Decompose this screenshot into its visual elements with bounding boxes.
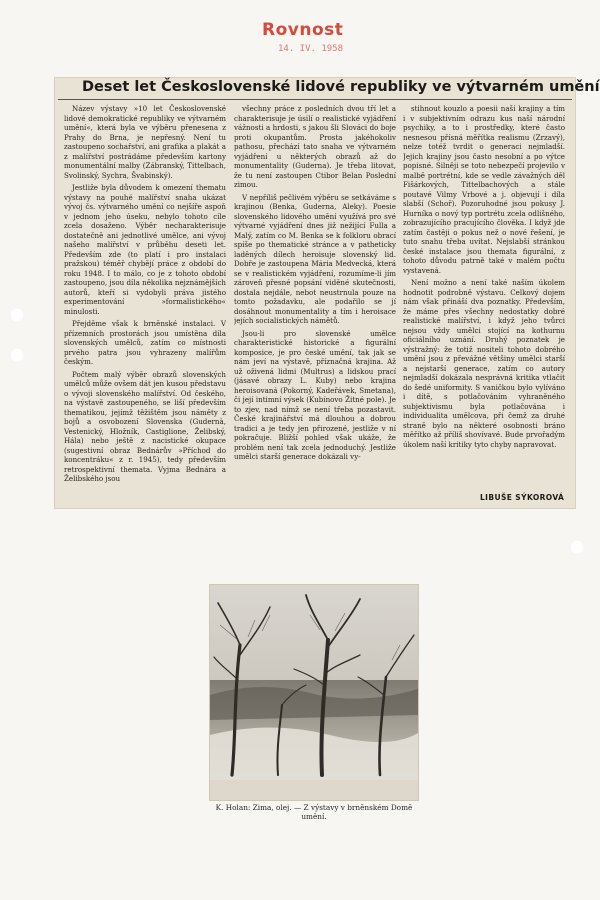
paragraph: Není možno a není také naším úkolem hodnotit podrobně výstavu. Celkový dojem nám však přináší dva poznatky. Především, že máme přes všechny nedostatky dobré realistické malířství, i když jeho tvůrci nejsou vždy umělci stojící na kothurnu oficiálního uznání. Druhý poznatek je výstražný: že totiž nositeli tohoto dobrého umění jsou z převážné většiny umělci starší a nejstarší generace, zatím co autory nejmladší dokázala nesprávná kritika vtlačit do šedé uniformity. S vaničkou bylo vylíváno i dítě, s potlačováním vyhraněného subjektivismu byla potlačována i individualita umělcova, při čemž za druhé straně bylo na některé osobnosti bráno měřítko až příliš shovívavé. Bude prvořadým úkolem naší kritiky tyto chyby napravovat. (403, 278, 565, 449)
paragraph: stihnout kouzlo a poesii naší krajiny a tím i v subjektivním odrazu kus naší národní psychiky, a to i prostředky, které často nesnesou přísná měřítka realismu (Zrzavý), nelze totéž tvrdit o generaci nejmladší. Jejich krajiny jsou často nesobní a po výtce popisné. Silněji se toto nebezpečí projevilo v malbě portrétní, kde se vedle závažných děl Fišárkových, Tittelbachových a stále poutavé Vilmy Vrbové a j. objevují i díla slabší (Schoř). Pozoruhodné jsou pokusy J. Hurníka o nový typ portrétu zcela odlišného, zobrazujícího pracujícího člověka. I když jde zatím častěji o pokus než o nové řešení, je tuto snahu třeba uvítat. Nejslabší stránkou české instalace jsou themata figurální, z tohoto důvodu patrně také v malém počtu vystavená. (403, 104, 565, 275)
article-column-1 (64, 104, 226, 504)
paragraph: Přejděme však k brněnské instalaci. V přízemních prostorách jsou umístěna díla slovenských umělců, zatím co místnosti prvého patra jsou vyhrazeny malířům českým. (64, 319, 226, 366)
punch-hole (10, 348, 24, 362)
headline-rule (58, 99, 572, 100)
author-byline: LIBUŠE SÝKOROVÁ (480, 493, 565, 502)
paragraph: Jestliže byla důvodem k omezení thematu výstavy na pouhé malířství snaha ukázat vývoj čs. výtvarného umění co nejšíře aspoň v jednom jeho úseku, nebylo tohoto cíle zcela dosaženo. Výběr necharakterisuje dostatečně ani jednotlivé umělce, ani vývoj našeho malířství v průběhu deseti let. Především zde (to platí i pro instalaci pražskou) téměř chybějí práce z období do roku 1948. I to málo, co je z tohoto období zastoupeno, jsou díla několika nejznámějších autorů, kteří si vydobyli práva jistého experimentování »formalistického« minulosti. (64, 183, 226, 316)
paragraph: V nepříliš pečlivém výběru se setkáváme s krajinou (Benka, Guderna, Aleky). Poesie slovenského lidového umění využívá pro své výtvarné vyjádření dnes již nežijící Fulla a Malý, zatím co M. Benka se k folkloru obrací spíše po thematické stránce a v patheticky laděných dílech heroisuje slovenský lid. Dobře je zastoupena Mária Medvecká, která se v realistickém vyjádření, rozumíme-li jím zároveň přesné popsání viděné skutečnosti, dostala nejdále, nebot neustrnula pouze na tomto požadavku, ale podařilo se jí dosáhnout monumentality a tím i heroisace jejích socialistických námětů. (234, 192, 396, 325)
article-headline: Deset let Československé lidové republiky ve výtvarném umění (82, 79, 600, 95)
photo-caption: K. Holan: Zima, olej. — Z výstavy v brněnském Domě umění. (215, 803, 413, 821)
punch-hole (570, 540, 584, 554)
article-column-2 (234, 104, 396, 504)
winter-landscape-photo (210, 585, 418, 780)
date-stamp: 14. IV. 1958 (278, 44, 344, 54)
publication-stamp: Rovnost (262, 20, 344, 40)
paragraph: Počtem malý výběr obrazů slovenských umělců může ovšem dát jen kusou představu o vývoji slovenského malířství. Od českého, na výstavě zastoupeného, se liší především thematikou, jejímž těžištěm jsou náměty z bojů a osvobození Slovenska (Gudernà, Vestenický, Hložník, Castiglione, Želibský, Hála) nebo ještě z nacistické okupace (sugestivní obraz Bednárův »Příchod do koncentráku« z r. 1945), tedy především retrospektivní themata. Vyjma Bednára a Želibského jsou (64, 369, 226, 483)
paragraph: Jsou-li pro slovenské umělce charakteristické historické a figurální komposice, je pro české umění, tak jak se nám jeví na výstavě, příznačná krajina. Až už oživená lidmi (Multrus) a lidskou prací (jásavé obrazy L. Kuby) nebo krajina heroisovaná (Pokorný, Kadeřávek, Smetana), či její intimní výsek (Kubínovo Žitné pole). Je to zjev, nad nímž se není třeba pozastavit. České krajinářství má dlouhou a dobrou tradici a je tedy jen přirozené, jestliže v ní pokračuje. Bližší pohled však ukáže, že problém není tak zcela jednoduchý. Jestliže umělci starší generace dokázali vy- (234, 328, 396, 461)
paragraph: Název výstavy »10 let Československé lidové demokratické republiky ve výtvarném umění«, která byla ve výběru přenesena z Prahy do Brna, je nepřesný. Není tu zastoupeno sochařství, ani grafika a plakát a z malířství postrádáme především kartony monumentální malby (Zábranský, Tittelbach, Svolinský, Sychra, Švabinský). (64, 104, 226, 180)
punch-hole (10, 308, 24, 322)
article-column-3 (403, 104, 565, 504)
paragraph: všechny práce z posledních dvou tří let a charakterisuje je úsilí o realistické vyjádření vážnosti a hrdosti, s jakou šli Slováci do boje proti okupantům. Prosta jakéhokoliv pathosu, přechází tato snaha ve výtvarném vyjádření u některých obrazů až do monumentality (Guderna). Je třeba litovat, že tu není zastoupen Ctibor Belan Poslední zimou. (234, 104, 396, 189)
photo-clipping (210, 585, 418, 800)
